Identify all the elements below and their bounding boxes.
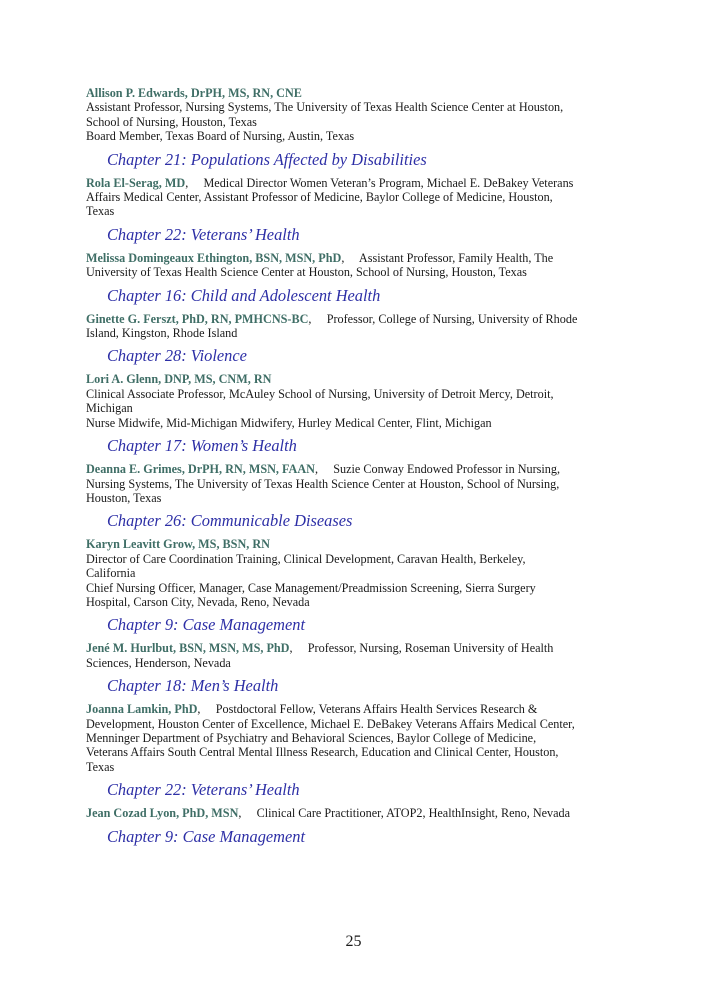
chapter-heading: Chapter 28: Violence [107, 346, 247, 366]
contributor-credentials: PhD [174, 702, 198, 717]
contributor-affiliation-line: Hospital, Carson City, Nevada, Reno, Nevada [86, 594, 310, 609]
contributor-affiliation-inline: Clinical Care Practitioner, ATOP2, HealthInsight, Reno, Nevada [256, 806, 571, 821]
chapter-heading: Chapter 22: Veterans’ Health [107, 224, 300, 244]
chapter-heading: Chapter 17: Women’s Health [107, 436, 297, 456]
contributor-affiliation-line: Texas [86, 204, 115, 219]
chapter-heading: Chapter 16: Child and Adolescent Health [107, 285, 381, 305]
contributor-affiliation-inline: Postdoctoral Fellow, Veterans Affairs Health Services Research & [215, 702, 538, 717]
contributor-affiliation-line: Sciences, Henderson, Nevada [86, 655, 231, 670]
contributor-entry [86, 702, 626, 774]
contributor-affiliation-inline: Medical Director Women Veteran’s Program, Michael E. DeBakey Veterans [203, 175, 574, 190]
contributor-name: Rola El-Serag [86, 175, 159, 190]
contributor-affiliation-line: Nursing Systems, The University of Texas Health Science Center at Houston, School of Nursing, [86, 476, 560, 491]
contributor-credentials: PhD, RN, PMHCNS-BC [181, 311, 309, 326]
contributor-credentials: BSN, MSN, MS, PhD [179, 641, 290, 656]
contributor-affiliation-line: Chief Nursing Officer, Manager, Case Management/Preadmission Screening, Sierra Surgery [86, 580, 536, 595]
contributor-name: Jené M. Hurlbut [86, 641, 174, 656]
contributor-affiliation-inline: Professor, College of Nursing, University of Rhode [326, 311, 578, 326]
contributor-entry [86, 176, 626, 219]
contributor-name: Allison P. Edwards [86, 86, 185, 100]
contributor-name-line: Allison P. Edwards, DrPH, MS, RN, CNE [86, 86, 302, 100]
contributor-affiliation-line: School of Nursing, Houston, Texas [86, 114, 257, 129]
contributor-affiliation-line: Michigan [86, 401, 133, 416]
contributor-name-line: Ginette G. Ferszt, PhD, RN, PMHCNS-BC, Professor, College of Nursing, University of Rhode [86, 311, 578, 326]
contributor-entry [86, 372, 626, 430]
contributor-affiliation-line: Houston, Texas [86, 490, 162, 505]
contributor-name-line: Melissa Domingeaux Ethington, BSN, MSN, PhD, Assistant Professor, Family Health, The [86, 250, 554, 265]
contributor-name-line: Joanna Lamkin, PhD, Postdoctoral Fellow, Veterans Affairs Health Services Research & [86, 702, 538, 717]
chapter-heading: Chapter 21: Populations Affected by Disabilities [107, 149, 427, 169]
contributor-affiliation-line: Director of Care Coordination Training, Clinical Development, Caravan Health, Berkeley, [86, 551, 526, 566]
contributor-credentials: MD [164, 175, 186, 190]
contributor-affiliation-line: Texas [86, 759, 115, 774]
contributor-affiliation-line: Clinical Associate Professor, McAuley School of Nursing, University of Detroit Mercy, Detroit, [86, 386, 554, 401]
contributor-entry [86, 806, 626, 820]
contributor-credentials: BSN, MSN, PhD [255, 250, 342, 265]
contributor-affiliation-inline: Professor, Nursing, Roseman University of Health [307, 641, 554, 656]
contributor-name: Lori A. Glenn [86, 372, 159, 387]
contributor-name-line: Lori A. Glenn, DNP, MS, CNM, RN [86, 372, 272, 387]
chapter-heading: Chapter 9: Case Management [107, 826, 306, 846]
contributor-affiliation-line: California [86, 566, 136, 581]
contributor-name-line: Jené M. Hurlbut, BSN, MSN, MS, PhD, Professor, Nursing, Roseman University of Health [86, 641, 554, 656]
contributor-name: Deanna E. Grimes [86, 462, 182, 477]
contributor-name-line: Deanna E. Grimes, DrPH, RN, MSN, FAAN, Suzie Conway Endowed Professor in Nursing, [86, 462, 561, 477]
contributor-credentials: MS, BSN, RN [198, 537, 270, 552]
contributor-affiliation-line: Nurse Midwife, Mid-Michigan Midwifery, Hurley Medical Center, Flint, Michigan [86, 415, 492, 430]
contributor-affiliation-line: Development, Houston Center of Excellence, Michael E. DeBakey Veterans Affairs Medical Center, [86, 716, 575, 731]
contributor-name: Joanna Lamkin [86, 702, 169, 717]
contributor-entry [86, 462, 626, 505]
contributor-affiliation-line: Assistant Professor, Nursing Systems, The University of Texas Health Science Center at Houston, [86, 100, 564, 115]
contributor-entry [86, 641, 626, 670]
contributor-affiliation-line: Veterans Affairs South Central Mental Illness Research, Education and Clinical Center, Houston, [86, 745, 559, 760]
contributor-credentials: PhD, MSN [182, 806, 239, 821]
contributor-affiliation-line: Board Member, Texas Board of Nursing, Austin, Texas [86, 129, 355, 144]
contributor-affiliation-inline: Suzie Conway Endowed Professor in Nursing, [333, 462, 561, 477]
contributor-affiliation-line: University of Texas Health Science Center at Houston, School of Nursing, Houston, Texas [86, 265, 527, 280]
contributor-name-line: Karyn Leavitt Grow, MS, BSN, RN [86, 537, 270, 552]
chapter-heading: Chapter 9: Case Management [107, 615, 306, 635]
contributor-affiliation-line: Island, Kingston, Rhode Island [86, 326, 238, 341]
contributor-name-line: Jean Cozad Lyon, PhD, MSN, Clinical Care Practitioner, ATOP2, HealthInsight, Reno, Nevada [86, 806, 571, 821]
contributor-credentials: DNP, MS, CNM, RN [164, 372, 272, 387]
chapter-heading: Chapter 22: Veterans’ Health [107, 780, 300, 800]
contributor-affiliation-inline: Assistant Professor, Family Health, The [358, 250, 554, 265]
contributor-entry [86, 312, 626, 341]
contributor-name: Karyn Leavitt Grow [86, 537, 193, 552]
contributors-list [86, 86, 626, 853]
contributor-affiliation-line: Affairs Medical Center, Assistant Professor of Medicine, Baylor College of Medicine, Houston, [86, 190, 553, 205]
contributor-affiliation-line: Menninger Department of Psychiatry and Behavioral Sciences, Baylor College of Medicine, [86, 730, 537, 745]
contributor-name: Jean Cozad Lyon [86, 806, 177, 821]
contributor-credentials: DrPH, MS, RN, CNE [190, 86, 302, 100]
chapter-heading: Chapter 26: Communicable Diseases [107, 511, 353, 531]
contributor-name-line: Rola El-Serag, MD, Medical Director Women Veteran’s Program, Michael E. DeBakey Veterans [86, 175, 574, 190]
contributor-credentials: DrPH, RN, MSN, FAAN [187, 462, 315, 477]
contributor-entry [86, 86, 626, 144]
contributor-entry [86, 537, 626, 609]
contributor-name: Ginette G. Ferszt [86, 311, 176, 326]
page-number: 25 [345, 933, 362, 950]
chapter-heading: Chapter 18: Men’s Health [107, 676, 279, 696]
contributor-name: Melissa Domingeaux Ethington [86, 250, 250, 265]
contributor-entry [86, 251, 626, 280]
